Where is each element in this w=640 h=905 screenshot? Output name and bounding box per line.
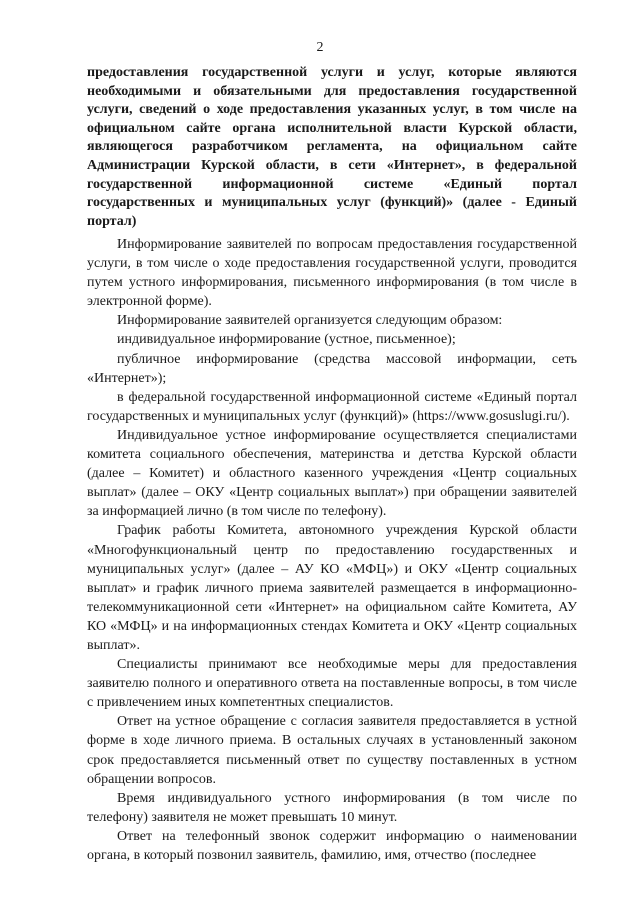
paragraph-specialists-measures: Специалисты принимают все необходимые меры для предоставления заявителю полного и оперативного ответа на поставленные вопросы, в том числе с привлечением иных компетентных специалистов. <box>87 657 577 711</box>
paragraph-informing-time: Время индивидуального устного информирования (в том числе по телефону) заявителя не может превышать 10 минут. <box>87 790 577 825</box>
paragraph-informing-methods: Информирование заявителей по вопросам предоставления государственной услуги, в том числе о ходе предоставления государственной услуги, проводится путем устного информирования, письменного информирования (в том числе в электронной форме). <box>87 237 577 310</box>
section-heading: предоставления государственной услуги и услуг, которые являются необходимыми и обязательными для предоставления государственной услуги, сведений о ходе предоставления указанных услуг, в том числе на официальном сайте органа исполнительной власти Курской области, являющегося разработчиком регламента, на официальном сайте Администрации Курской области, в сети «Интернет», в федеральной государственной информационной системе «Единый портал государственных и муниципальных услуг (функций)» (далее - Единый портал) <box>87 65 577 229</box>
paragraph-informing-organization: Информирование заявителей организуется следующим образом: <box>117 313 503 329</box>
page-number: 2 <box>316 40 324 55</box>
paragraph-unified-portal: в федеральной государственной информационной системе «Единый портал государственных и муниципальных услуг (функций)» (https://www.gosuslugi.ru/). <box>87 389 577 424</box>
body-text <box>87 235 577 865</box>
paragraph-phone-response: Ответ на телефонный звонок содержит информацию о наименовании органа, в который позвонил заявитель, фамилию, имя, отчество (последнее <box>87 828 577 863</box>
paragraph-public-informing: публичное информирование (средства массовой информации, сеть «Интернет»); <box>87 351 577 386</box>
paragraph-work-schedule: График работы Комитета, автономного учреждения Курской области «Многофункциональный центр по предоставлению государственных и муниципальных услуг» (далее – АУ КО «МФЦ») и ОКУ «Центр социальных выплат» и график личного приема заявителей размещается в информационно- телекоммуникационной сети «Интернет» на официальном сайте Комитета, АУ КО «МФЦ» и на информационных стендах Комитета и ОКУ «Центр социальных выплат». <box>87 523 577 653</box>
paragraph-oral-informing: Индивидуальное устное информирование осуществляется специалистами комитета социального обеспечения, материнства и детства Курской области (далее – Комитет) и областного казенного учреждения «Центр социальных выплат» (далее – ОКУ «Центр социальных выплат») при обращении заявителей за информацией лично (в том числе по телефону). <box>87 427 577 520</box>
paragraph-oral-response: Ответ на устное обращение с согласия заявителя предоставляется в устной форме в ходе личного приема. В остальных случаях в установленный законом срок предоставляется письменный ответ по существу поставленных в устном обращении вопросов. <box>87 714 577 787</box>
paragraph-individual-informing: индивидуальное информирование (устное, письменное); <box>117 332 456 348</box>
